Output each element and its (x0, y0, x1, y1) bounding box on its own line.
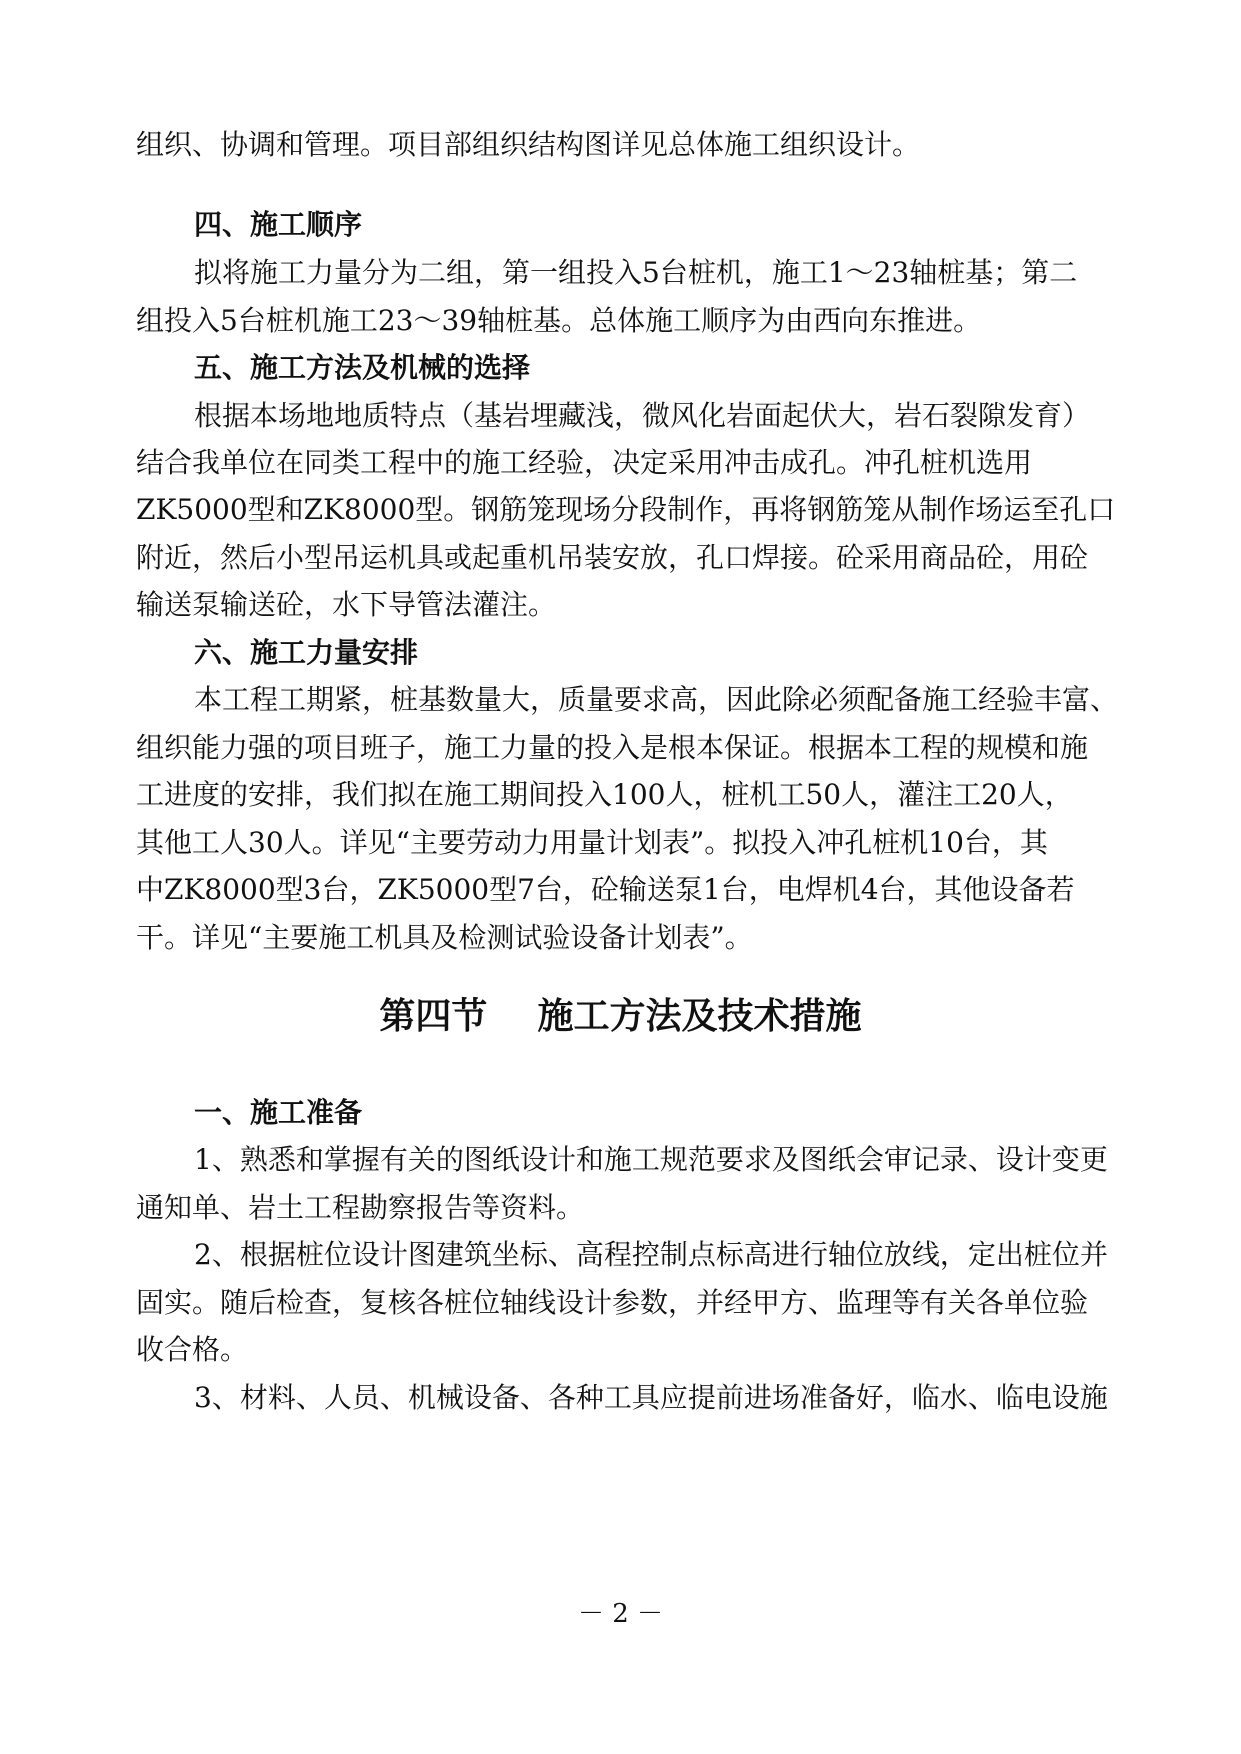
paragraph-line: 中ZK8000型3台，ZK5000型7台，砼输送泵1台，电焊机4台，其他设备若 (136, 873, 1075, 906)
paragraph-line: 2、根据桩位设计图建筑坐标、高程控制点标高进行轴位放线，定出桩位并 (194, 1238, 1108, 1271)
section-heading-construction-sequence: 四、施工顺序 (194, 208, 363, 241)
page-number: － 2 － (577, 1599, 664, 1629)
paragraph-line: 干。详见“主要施工机具及检测试验设备计划表”。 (136, 921, 753, 954)
paragraph-line: 组织能力强的项目班子，施工力量的投入是根本保证。根据本工程的规模和施 (136, 731, 1089, 764)
paragraph-line: 拟将施工力量分为二组，第一组投入5台桩机，施工1～23轴桩基；第二 (194, 256, 1078, 289)
chapter-title: 第四节 施工方法及技术措施 (379, 996, 862, 1037)
paragraph-line: 1、熟悉和掌握有关的图纸设计和施工规范要求及图纸会审记录、设计变更 (194, 1143, 1108, 1176)
paragraph-line: ZK5000型和ZK8000型。钢筋笼现场分段制作，再将钢筋笼从制作场运至孔口 (136, 493, 1116, 526)
paragraph-line: 结合我单位在同类工程中的施工经验，决定采用冲击成孔。冲孔桩机选用 (136, 446, 1033, 479)
paragraph-line: 其他工人30人。详见“主要劳动力用量计划表”。拟投入冲孔桩机10台，其 (136, 826, 1048, 859)
paragraph-line: 本工程工期紧，桩基数量大，质量要求高，因此除必须配备施工经验丰富、 (194, 683, 1119, 716)
paragraph-line: 根据本场地地质特点（基岩埋藏浅，微风化岩面起伏大，岩石裂隙发育） (194, 399, 1091, 432)
section-heading-workforce: 六、施工力量安排 (194, 636, 419, 669)
paragraph-line: 3、材料、人员、机械设备、各种工具应提前进场准备好，临水、临电设施 (194, 1381, 1108, 1414)
section-heading-preparation: 一、施工准备 (194, 1096, 363, 1129)
section-heading-method-and-machinery: 五、施工方法及机械的选择 (194, 351, 531, 384)
paragraph-line: 通知单、岩土工程勘察报告等资料。 (136, 1191, 585, 1224)
paragraph-line: 组织、协调和管理。项目部组织结构图详见总体施工组织设计。 (136, 128, 921, 161)
paragraph-line: 组投入5台桩机施工23～39轴桩基。总体施工顺序为由西向东推进。 (136, 304, 982, 337)
paragraph-line: 附近，然后小型吊运机具或起重机吊装安放，孔口焊接。砼采用商品砼，用砼 (136, 541, 1089, 574)
paragraph-line: 固实。随后检查，复核各桩位轴线设计参数，并经甲方、监理等有关各单位验 (136, 1286, 1089, 1319)
paragraph-line: 输送泵输送砼，水下导管法灌注。 (136, 588, 557, 621)
paragraph-line: 工进度的安排，我们拟在施工期间投入100人，桩机工50人，灌注工20人， (136, 778, 1073, 811)
paragraph-line: 收合格。 (136, 1333, 249, 1366)
